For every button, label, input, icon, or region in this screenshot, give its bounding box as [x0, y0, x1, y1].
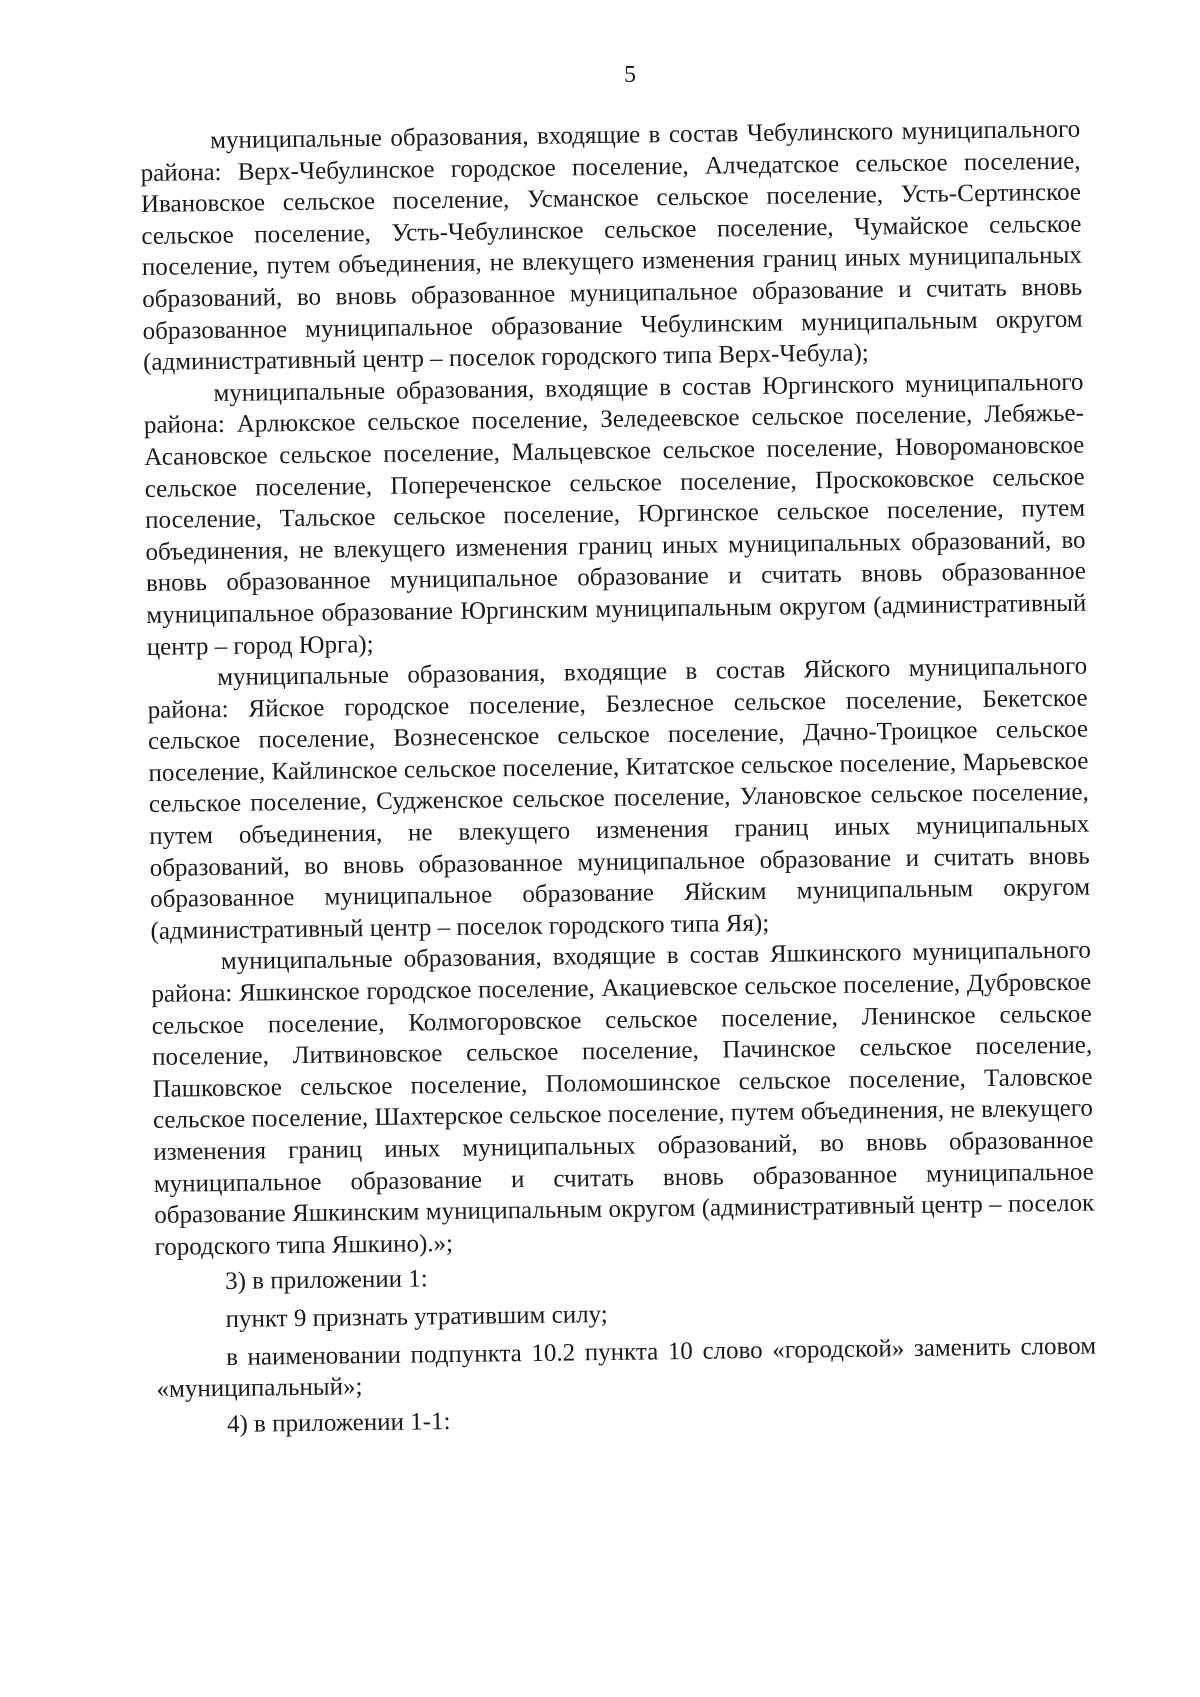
document-body — [140, 114, 1097, 1442]
paragraph-chebulinsky: муниципальные образования, входящие в состав Чебулинского муниципального района: Верх-Чебулинское городское поселение, Алчедатское сельское поселение, Ивановское сельское поселение, Усманское сельское поселение, Усть-Сертинское сельское поселение, Усть-Чебулинское сельское поселение, Чумайское сельское поселение, путем объединения, не влекущего изменения границ иных муниципальных образований, во вновь образованное муниципальное образование и считать вновь образованное муниципальное образование Чебулинским муниципальным округом (административный центр – поселок городского типа Верх-Чебула); — [140, 115, 1083, 377]
paragraph-yaysky: муниципальные образования, входящие в состав Яйского муниципального района: Яйское городское поселение, Безлесное сельское поселение, Бекетское сельское поселение, Вознесенское сельское поселение, Дачно-Троицкое сельское поселение, Кайлинское сельское поселение, Китатское сельское поселение, Марьевское сельское поселение, Судженское сельское поселение, Улановское сельское поселение, путем объединения, не влекущего изменения границ иных муниципальных образований, во вновь образованное муниципальное образование и считать вновь образованное муниципальное образование Яйским муниципальным округом (административный центр – поселок городского типа Яя); — [147, 652, 1091, 945]
page-number: 5 — [624, 62, 636, 88]
item-appendix-1: 3) в приложении 1: — [224, 1265, 428, 1296]
paragraph-yashkinsky: муниципальные образования, входящие в состав Яшкинского муниципального района: Яшкинское городское поселение, Акациевское сельское поселение, Дубровское сельское поселение, Колмогоровское сельское поселение, Ленинское сельское поселение, Литвиновское сельское поселение, Пачинское сельское поселение, Пашковское сельское поселение, Поломошинское сельское поселение, Таловское сельское поселение, Шахтерское сельское поселение, путем объединения, не влекущего изменения границ иных муниципальных образований, во вновь образованное муниципальное образование и считать вновь образованное муниципальное образование Яшкинским муниципальным округом (административный центр – поселок городского типа Яшкино).»; — [151, 937, 1095, 1261]
item-subpoint-10-2: в наименовании подпункта 10.2 пункта 10 слово «городской» заменить словом «муниципальный»; — [156, 1332, 1097, 1404]
item-point-9: пункт 9 признать утратившим силу; — [225, 1300, 608, 1333]
paragraph-yurginsky: муниципальные образования, входящие в состав Юргинского муниципального района: Арлюкское сельское поселение, Зеледеевское сельское поселение, Лебяжье-Асановское сельское поселение, Мальцевское сельское поселение, Новоромановское сельское поселение, Попереченское сельское поселение, Проскоковское сельское поселение, Тальское сельское поселение, Юргинское сельское поселение, путем объединения, не влекущего изменения границ иных муниципальных образований, во вновь образованное муниципальное образование и считать вновь образованное муниципальное образование Юргинским муниципальным округом (административный центр – город Юрга); — [143, 368, 1087, 661]
item-appendix-1-1: 4) в приложении 1-1: — [226, 1407, 451, 1438]
